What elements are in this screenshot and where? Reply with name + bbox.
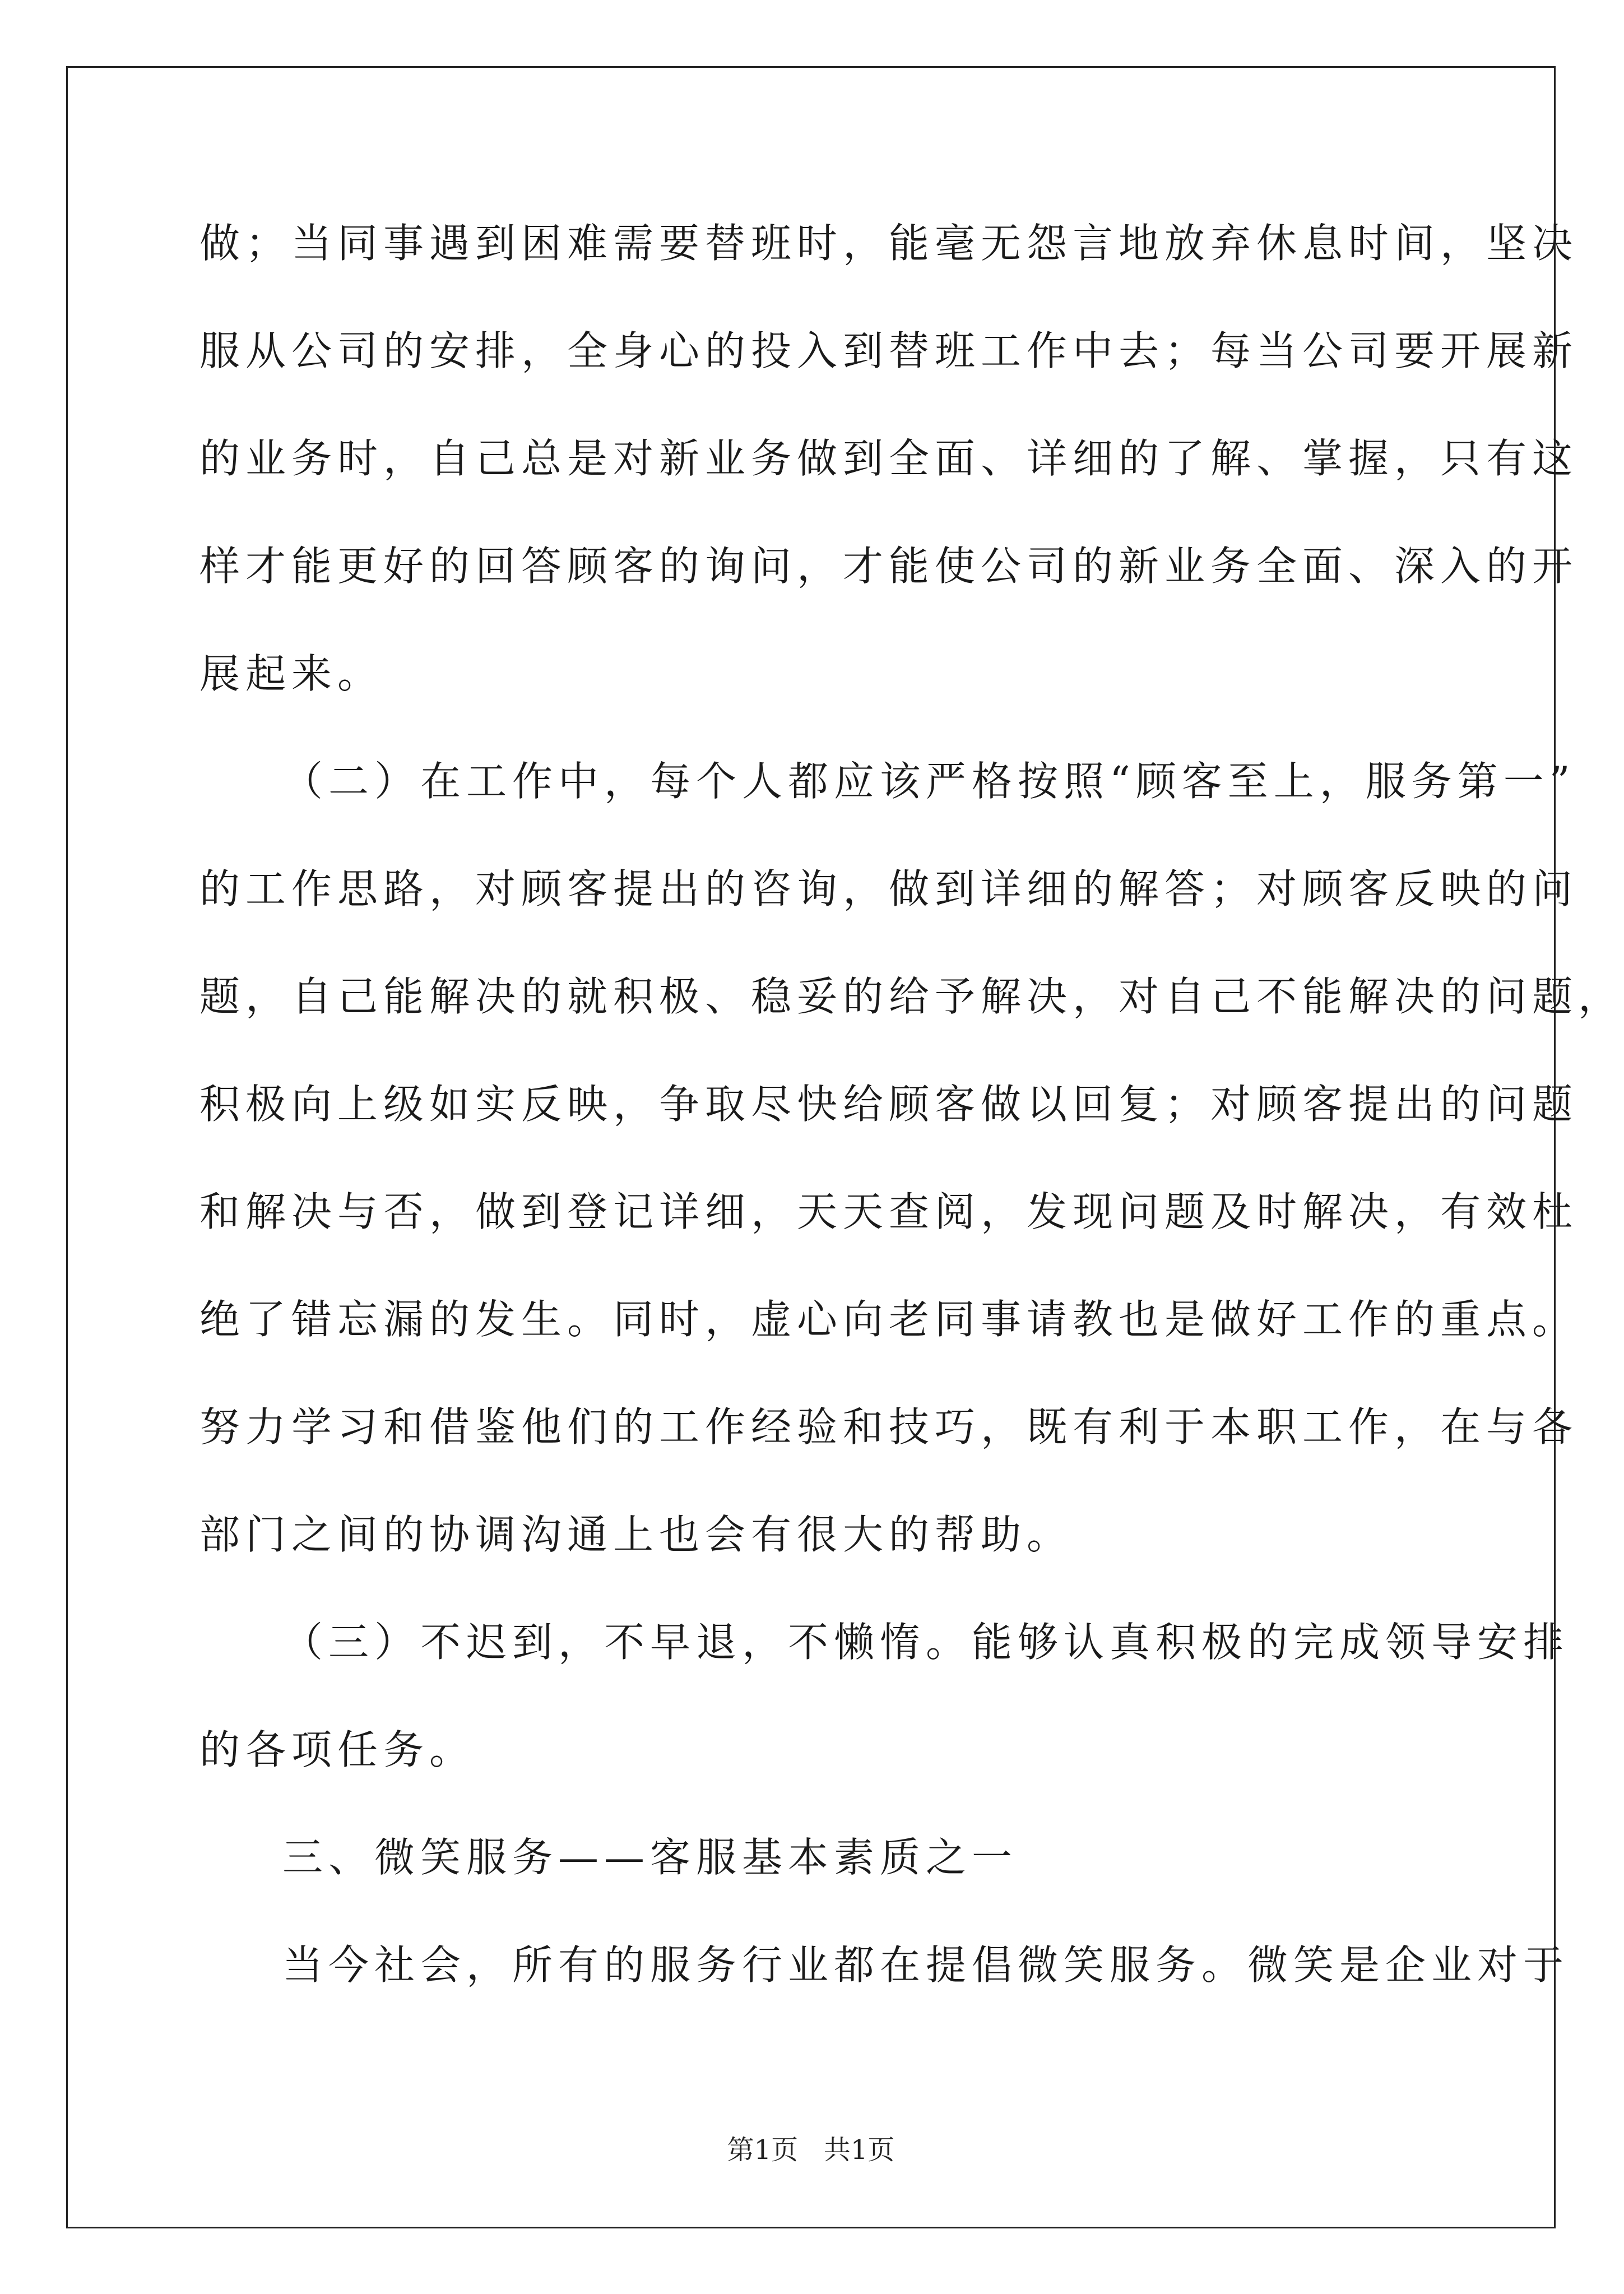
text-line: （三）不迟到，不早退，不懒惰。能够认真积极的完成领导安排 bbox=[282, 1619, 1570, 1666]
document-body bbox=[199, 215, 1624, 2045]
text-line: 绝了错忘漏的发生。同时，虚心向老同事请教也是做好工作的重点。 bbox=[199, 1296, 1579, 1343]
section-heading: 三、微笑服务——客服基本素质之一 bbox=[282, 1834, 1018, 1881]
text-line: 和解决与否，做到登记详细，天天查阅，发现问题及时解决，有效杜 bbox=[199, 1188, 1579, 1235]
page-number-footer: 第1页 共1页 bbox=[727, 2134, 895, 2166]
text-line: 当今社会，所有的服务行业都在提倡微笑服务。微笑是企业对于 bbox=[282, 1941, 1570, 1989]
text-line: 的工作思路，对顾客提出的咨询，做到详细的解答；对顾客反映的问 bbox=[199, 865, 1579, 912]
text-line: （二）在工作中，每个人都应该严格按照“顾客至上，服务第一” bbox=[282, 758, 1576, 805]
text-line: 积极向上级如实反映，争取尽快给顾客做以回复；对顾客提出的问题 bbox=[199, 1081, 1579, 1128]
text-line: 部门之间的协调沟通上也会有很大的帮助。 bbox=[199, 1511, 1073, 1558]
text-line: 努力学习和借鉴他们的工作经验和技巧，既有利于本职工作，在与各 bbox=[199, 1403, 1579, 1450]
text-line: 做；当同事遇到困难需要替班时，能毫无怨言地放弃休息时间，坚决 bbox=[199, 220, 1579, 267]
text-line: 题，自己能解决的就积极、稳妥的给予解决，对自己不能解决的问题， bbox=[199, 973, 1624, 1020]
text-line: 的各项任务。 bbox=[199, 1726, 476, 1773]
text-line: 服从公司的安排，全身心的投入到替班工作中去；每当公司要开展新 bbox=[199, 327, 1579, 374]
text-line: 的业务时，自己总是对新业务做到全面、详细的了解、掌握，只有这 bbox=[199, 435, 1579, 482]
text-line: 样才能更好的回答顾客的询问，才能使公司的新业务全面、深入的开 bbox=[199, 543, 1579, 590]
text-line: 展起来。 bbox=[199, 650, 384, 697]
